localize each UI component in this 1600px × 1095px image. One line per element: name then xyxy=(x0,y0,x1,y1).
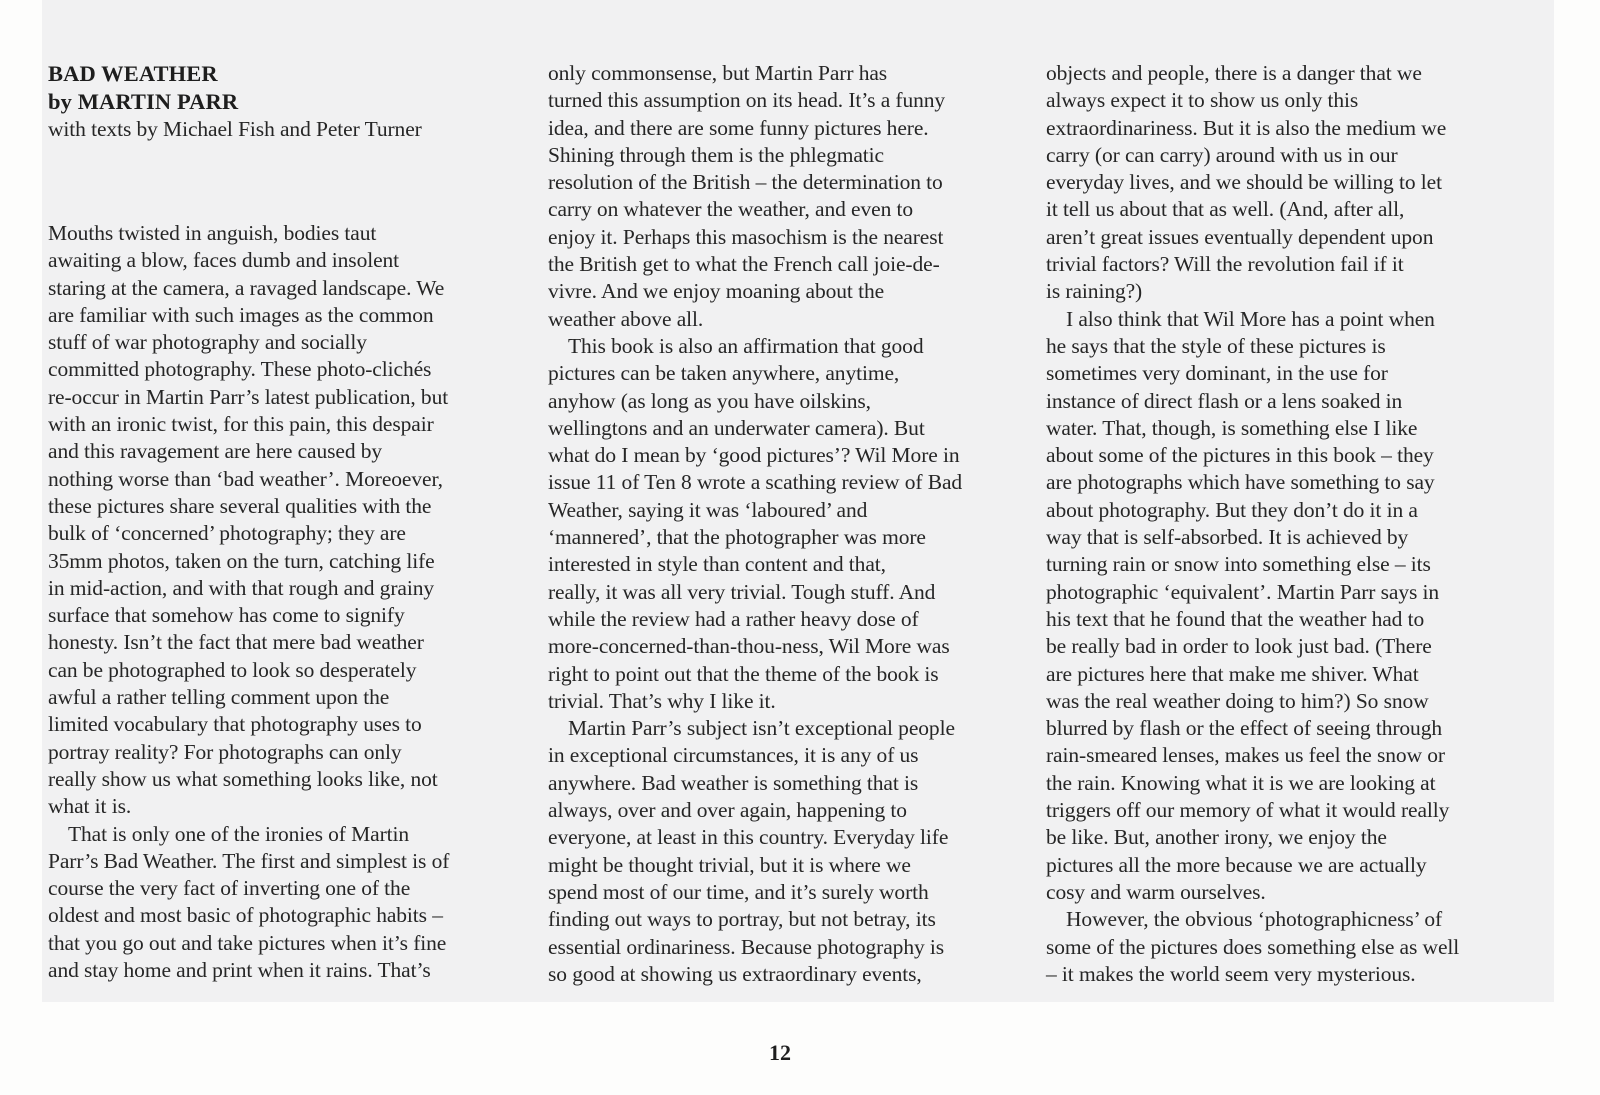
paragraph: I also think that Wil More has a point when he says that the style of these pictures is sometimes very dominant, in the use for instance of direct flash or a lens soaked in water. That, though, is something else I like about some of the pictures in this book – they are photographs which have something to say about photography. But they don’t do it in a way that is self-absorbed. It is achieved by turning rain or snow into something else – its photographic ‘equivalent’. Martin Parr says in his text that he found that the weather had to be really bad in order to look just bad. (There are pictures here that make me shiver. What was the real weather doing to him?) So snow blurred by flash or the effect of seeing through rain-smeared lenses, makes us feel the snow or the rain. Knowing what it is we are looking at triggers off our memory of what it would really be like. But, another irony, we enjoy the pictures all the more because we are actually cosy and warm ourselves. xyxy=(1046,306,1450,904)
paragraph: only commonsense, but Martin Parr has turned this assumption on its head. It’s a funny idea, and there are some funny pictures here. Shining through them is the phlegmatic resolution of the British – the determination to carry on whatever the weather, and even to enjoy it. Perhaps this masochism is the nearest the British get to what the French call joie-de- vivre. And we enjoy moaning about the weather above all. xyxy=(548,61,946,331)
column-3 xyxy=(1046,60,1524,988)
paragraph: However, the obvious ‘photographicness’ of some of the pictures does something else as well – it makes the world seem very mysterious. xyxy=(1046,907,1460,986)
page-number: 12 xyxy=(769,1040,791,1065)
paragraph: objects and people, there is a danger that we always expect it to show us only this extraordinariness. But it is also the medium we carry (or can carry) around with us in our everyday lives, and we should be willing to let it tell us about that as well. (And, after all, aren’t great issues eventually dependent upon trivial factors? Will the revolution fail if it is raining?) xyxy=(1046,61,1447,304)
paragraph: This book is also an affirmation that good pictures can be taken anywhere, anytime, anyhow (as long as you have oilskins, wellingtons and an underwater camera). But what do I mean by ‘good pictures’? Wil More in issue 11 of Ten 8 wrote a scathing review of Bad Weather, saying it was ‘laboured’ and ‘mannered’, that the photographer was more interested in style than content and that, really, it was all very trivial. Tough stuff. And while the review had a rather heavy dose of more-concerned-than-thou-ness, Wil More was right to point out that the theme of the book is trivial. That’s why I like it. xyxy=(548,333,963,713)
article-byline: with texts by Michael Fish and Peter Turner xyxy=(48,117,422,141)
paragraph: Mouths twisted in anguish, bodies taut awaiting a blow, faces dumb and insolent staring at the camera, a ravaged landscape. We are familiar with such images as the common stuff of war photography and socially committed photography. These photo-clichés re-occur in Martin Parr’s latest publication, but with an ironic twist, for this pain, this despair and this ravagement are here caused by nothing worse than ‘bad weather’. Moreoever, these pictures share several qualities with the bulk of ‘concerned’ photography; they are 35mm photos, taken on the turn, catching life in mid-action, and with that rough and grainy surface that somehow has come to signify honesty. Isn’t the fact that mere bad weather can be photographed to look so desperately awful a rather telling comment upon the limited vocabulary that photography uses to portray reality? For photographs can only really show us what something looks like, not what it is. xyxy=(48,221,449,819)
column-2 xyxy=(548,60,1026,988)
paragraph: That is only one of the ironies of Martin Parr’s Bad Weather. The first and simplest is of course the very fact of inverting one of the oldest and most basic of photographic habits – that you go out and take pictures when it’s fine and stay home and print when it rains. That’s xyxy=(48,821,450,983)
column-1 xyxy=(48,60,526,984)
paragraph: Martin Parr’s subject isn’t exceptional people in exceptional circumstances, it is any of us anywhere. Bad weather is something that is always, over and over again, happening to everyone, at least in this country. Everyday life might be thought trivial, but it is where we spend most of our time, and it’s surely worth finding out ways to portray, but not betray, its essential ordinariness. Because photography is so good at showing us extraordinary events, xyxy=(548,716,955,986)
article-headline: BAD WEATHER by MARTIN PARR xyxy=(48,61,239,114)
